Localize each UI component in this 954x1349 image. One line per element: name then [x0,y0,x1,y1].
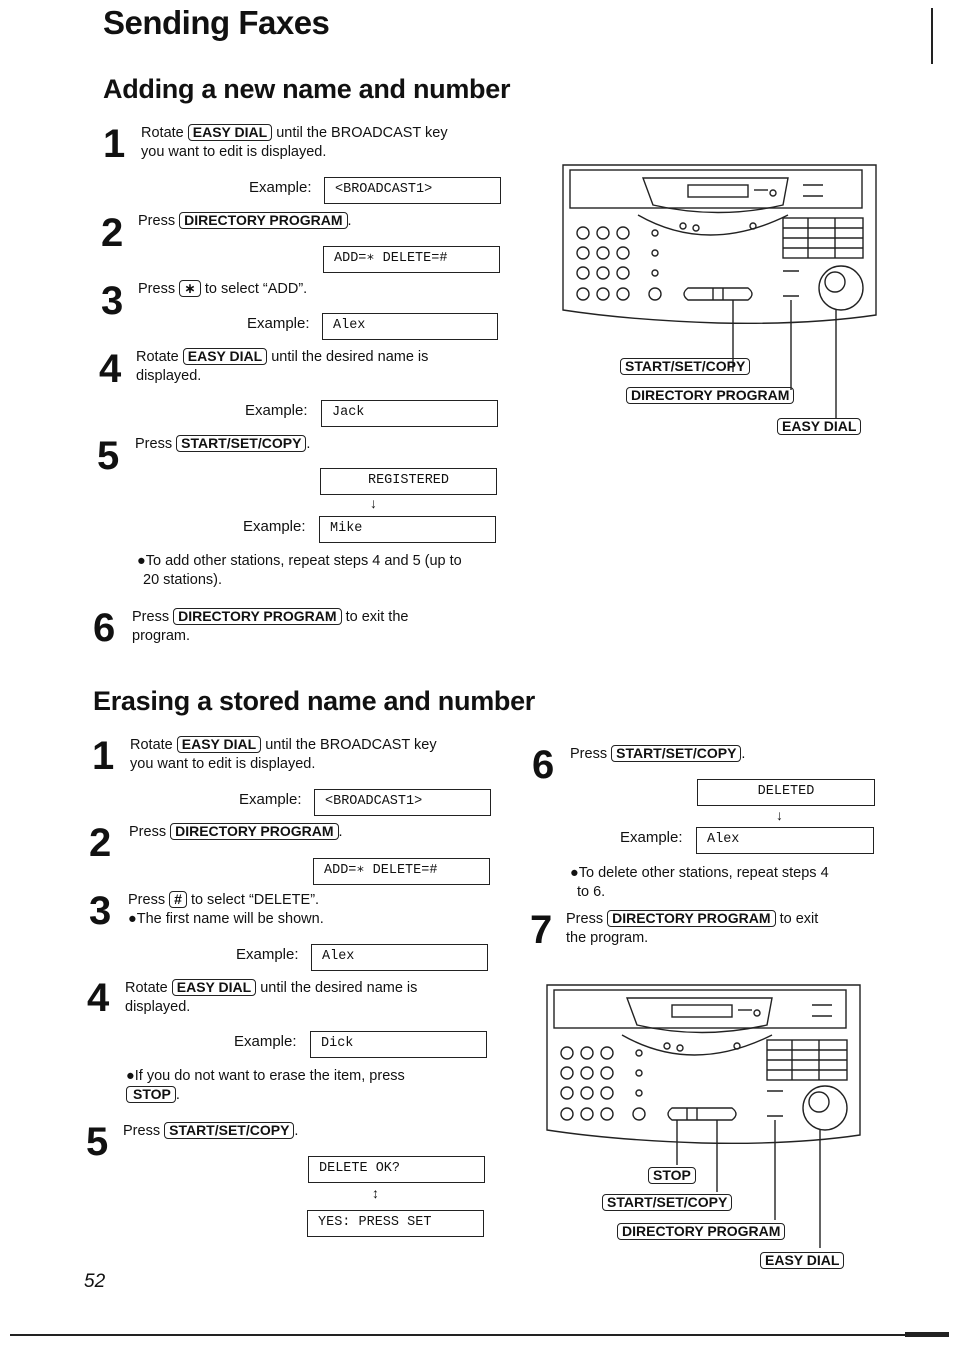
erase-step6-text [570,745,745,764]
step-text: . [338,824,343,840]
step-text: until the BROADCAST key [276,125,448,141]
step-verb: Press [138,213,176,229]
erase-step2-number: 2 [89,821,112,865]
step-text: to select “DELETE”. [190,892,320,908]
add-step5-number: 5 [97,434,120,478]
display-box: ADD=∗ DELETE=# [313,858,490,885]
erase-step3-text [128,891,508,929]
step-text: . [741,746,746,762]
erase-section-heading: Erasing a stored name and number [93,686,536,716]
footer-rule [10,1334,915,1336]
stop-key: STOP [126,1086,176,1103]
footer-rule-end [905,1332,949,1337]
stop-key: STOP [648,1167,696,1184]
erase-step6-number: 6 [532,743,555,787]
step-verb: Rotate [136,349,179,365]
step-verb: Press [123,1123,161,1139]
display-box: Alex [322,313,498,340]
add-step4-number: 4 [99,347,122,391]
easy-dial-key: EASY DIAL [188,124,272,141]
display-box: Alex [696,827,874,854]
add-step6-text [132,608,512,646]
example-label: Example: [239,791,302,808]
page-number: 52 [84,1271,106,1292]
add-step2-number: 2 [101,211,124,255]
erase-step5-number: 5 [86,1120,109,1164]
erase-step4-text [125,979,505,1017]
start-set-copy-key: START/SET/COPY [164,1122,294,1139]
example-label: Example: [243,518,306,535]
easy-dial-key: EASY DIAL [777,418,861,435]
step-verb: Press [138,281,176,297]
step-verb: Press [129,824,167,840]
add-step5-text [135,435,310,454]
directory-program-key: DIRECTORY PROGRAM [170,823,338,840]
erase-step1-text [130,736,510,774]
display-box: Dick [310,1031,487,1058]
easy-dial-key: EASY DIAL [172,979,256,996]
erase-step5-text [123,1122,298,1141]
hash-key: # [169,891,187,908]
step-text-line2: displayed. [136,368,202,384]
fig2-label-easy-dial [760,1252,844,1271]
fig1-label-start [620,358,750,377]
directory-program-key: DIRECTORY PROGRAM [607,910,775,927]
star-key: ∗ [179,280,201,297]
step-text: until the desired name is [260,980,418,996]
add-step4-text [136,348,516,386]
display-box: YES: PRESS SET [307,1210,484,1237]
display-box: <BROADCAST1> [324,177,501,204]
note-line1: ●If you do not want to erase the item, press [126,1068,405,1084]
add-step3-number: 3 [101,279,124,323]
fig1-label-easy-dial [777,418,861,437]
down-arrow-icon: ↓ [370,495,377,511]
erase-step7-number: 7 [530,908,553,952]
fig2-label-stop [648,1167,696,1186]
step-verb: Rotate [130,737,173,753]
easy-dial-key: EASY DIAL [183,348,267,365]
step-verb: Press [570,746,608,762]
step-verb: Press [132,609,170,625]
step-text-line2: displayed. [125,999,191,1015]
erase-step2-text [129,823,343,842]
start-set-copy-key: START/SET/COPY [611,745,741,762]
up-down-arrow-icon: ↕ [372,1185,379,1201]
display-box: Jack [321,400,498,427]
step-text: to exit the [345,609,409,625]
page-title: Sending Faxes [103,4,330,41]
step-verb: Press [128,892,166,908]
step-text-line2: you want to edit is displayed. [141,144,327,160]
add-step3-text [138,280,307,299]
start-set-copy-key: START/SET/COPY [620,358,750,375]
easy-dial-key: EASY DIAL [760,1252,844,1269]
example-label: Example: [247,315,310,332]
step-verb: Rotate [141,125,184,141]
example-label: Example: [234,1033,297,1050]
add-section-heading: Adding a new name and number [103,74,511,104]
step-text: to exit [779,911,819,927]
note-line2: 20 stations). [143,572,222,588]
directory-program-key: DIRECTORY PROGRAM [179,212,347,229]
directory-program-key: DIRECTORY PROGRAM [173,608,341,625]
note-line1: ●To add other stations, repeat steps 4 and 5 (up to [137,553,462,569]
display-box: Alex [311,944,488,971]
add-note [137,552,517,590]
step-text-line2: ●The first name will be shown. [128,911,324,927]
step-verb: Press [566,911,604,927]
erase-note-2 [570,864,890,902]
note-line2: to 6. [577,884,606,900]
step-text-line2: the program. [566,930,649,946]
fig2-label-directory [617,1223,785,1242]
erase-note [126,1067,506,1105]
erase-step4-number: 4 [87,976,110,1020]
example-label: Example: [620,829,683,846]
directory-program-key: DIRECTORY PROGRAM [626,387,794,404]
directory-program-key: DIRECTORY PROGRAM [617,1223,785,1240]
example-label: Example: [236,946,299,963]
add-step1-number: 1 [103,122,126,166]
step-text: until the BROADCAST key [265,737,437,753]
step-text-line2: program. [132,628,191,644]
erase-step7-text [566,910,886,948]
add-step1-text [141,124,521,162]
step-text: . [294,1123,299,1139]
step-text: to select “ADD”. [204,281,308,297]
margin-rule [931,8,933,64]
display-box: ADD=∗ DELETE=# [323,246,500,273]
add-step2-text [138,212,352,231]
easy-dial-key: EASY DIAL [177,736,261,753]
erase-step3-number: 3 [89,889,112,933]
display-box: REGISTERED [320,468,497,495]
add-step6-number: 6 [93,606,116,650]
note-line1: ●To delete other stations, repeat steps 4 [570,865,829,881]
start-set-copy-key: START/SET/COPY [176,435,306,452]
display-box: <BROADCAST1> [314,789,491,816]
display-box: DELETE OK? [308,1156,485,1183]
example-label: Example: [245,402,308,419]
example-label: Example: [249,179,312,196]
start-set-copy-key: START/SET/COPY [602,1194,732,1211]
fig1-label-directory [626,387,794,406]
step-verb: Rotate [125,980,168,996]
step-text: . [347,213,352,229]
step-verb: Press [135,436,173,452]
display-box: Mike [319,516,496,543]
step-text: . [306,436,311,452]
step-text: until the desired name is [271,349,429,365]
note-end: . [175,1087,180,1103]
fig2-label-start [602,1194,732,1213]
erase-step1-number: 1 [92,734,115,778]
down-arrow-icon: ↓ [776,807,783,823]
step-text-line2: you want to edit is displayed. [130,756,316,772]
display-box: DELETED [697,779,875,806]
